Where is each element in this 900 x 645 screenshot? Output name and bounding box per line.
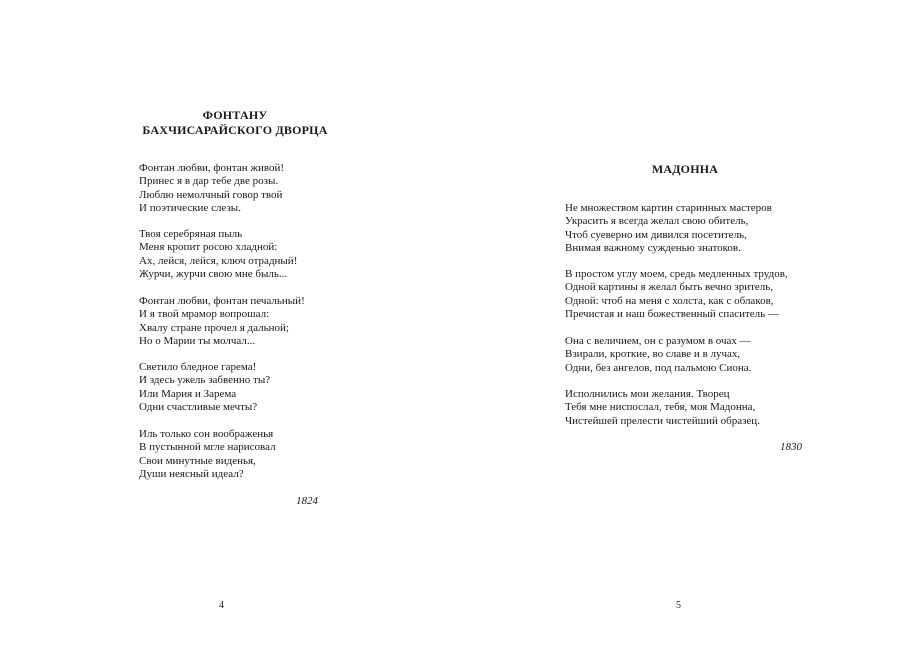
poem-year: 1830 xyxy=(780,441,802,453)
verse-line: Украсить я всегда желал свою обитель, xyxy=(565,215,749,228)
poem-title xyxy=(140,108,330,138)
verse-line: Меня кропит росою хладной: xyxy=(139,241,278,254)
verse-line: Иль только сон воображенья xyxy=(139,428,274,440)
verse-line: Принес я в дар тебе две розы. xyxy=(139,175,279,188)
verse-line: Ах, лейся, лейся, ключ отрадный! xyxy=(139,254,298,267)
verse-line: Фонтан любви, фонтан печальный! xyxy=(139,295,305,307)
title-line: БАХЧИСАРАЙСКОГО ДВОРЦА xyxy=(142,123,328,137)
stanza xyxy=(139,228,297,282)
verse-line: Или Мария и Зарема xyxy=(139,387,237,400)
page-number: 5 xyxy=(676,600,681,611)
stanza xyxy=(139,361,270,415)
page-number: 4 xyxy=(219,600,224,611)
verse-line: Души неясный идеал? xyxy=(139,468,244,481)
verse-line: Одни счастливые мечты? xyxy=(139,401,258,414)
verse-line: И здесь ужель забвенно ты? xyxy=(139,374,271,387)
verse-line: В пустынной мгле нарисовал xyxy=(139,441,276,454)
verse-line: Внимая важному сужденью знатоков. xyxy=(565,242,741,255)
verse-line: Исполнились мои желания. Творец xyxy=(565,388,730,400)
verse-line: Журчи, журчи свою мне быль... xyxy=(139,268,288,281)
verse-line: Чистейшей прелести чистейший образец. xyxy=(565,414,760,427)
verse-line: Она с величием, он с разумом в очах — xyxy=(565,335,751,347)
verse-line: И я твой мрамор вопрошал: xyxy=(139,308,270,321)
verse-line: Чтоб суеверно им дивился посетитель, xyxy=(565,228,747,241)
stanza xyxy=(139,162,284,216)
verse-line: Люблю немолчный говор твой xyxy=(139,188,283,201)
verse-line: Но о Марии ты молчал... xyxy=(139,335,256,348)
poem-year: 1824 xyxy=(296,495,318,507)
verse-line: Светило бледное гарема! xyxy=(139,361,257,373)
stanza xyxy=(139,428,276,482)
stanza xyxy=(139,295,305,349)
verse-line: Одни, без ангелов, под пальмою Сиона. xyxy=(565,361,752,374)
poem-title: МАДОННА xyxy=(651,162,719,176)
verse-line: В простом углу моем, средь медленных трудов, xyxy=(565,268,788,280)
title-line: ФОНТАНУ xyxy=(202,108,268,122)
verse-line: Одной: чтоб на меня с холста, как с облаков, xyxy=(565,294,774,307)
verse-line: Взирали, кроткие, во славе и в лучах, xyxy=(565,348,741,361)
verse-line: Фонтан любви, фонтан живой! xyxy=(139,162,285,174)
verse-line: И поэтические слезы. xyxy=(139,202,241,215)
verse-line: Одной картины я желал быть вечно зритель, xyxy=(565,281,774,294)
verse-line: Хвалу стране прочел я дальной; xyxy=(139,321,289,334)
stanza xyxy=(565,388,760,428)
verse-line: Не множеством картин старинных мастеров xyxy=(565,202,772,214)
verse-line: Тебя мне ниспослал, тебя, моя Мадонна, xyxy=(565,401,756,414)
stanza xyxy=(565,268,788,322)
verse-line: Твоя серебряная пыль xyxy=(139,228,243,240)
right-page xyxy=(450,0,900,645)
stanza xyxy=(565,202,772,256)
verse-line: Пречистая и наш божественный спаситель — xyxy=(565,308,779,321)
stanza xyxy=(565,335,751,375)
verse-line: Свои минутные виденья, xyxy=(139,454,256,467)
